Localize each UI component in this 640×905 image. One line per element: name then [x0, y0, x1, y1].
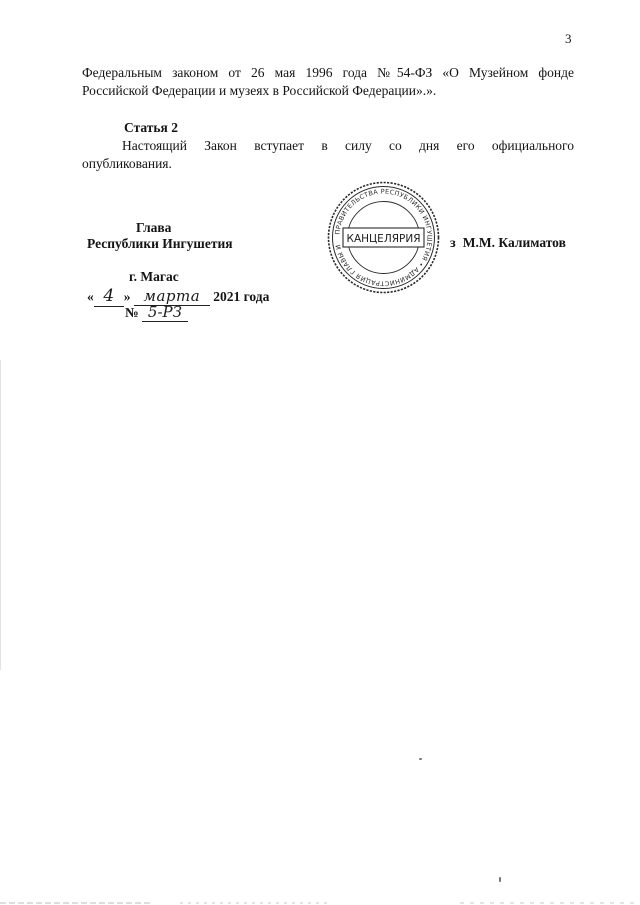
law-number-label: №	[125, 305, 139, 320]
signer	[450, 235, 566, 251]
law-number	[125, 303, 188, 322]
scan-speck	[499, 877, 501, 882]
signature-mark: ɜ	[450, 235, 456, 250]
page-number: 3	[565, 31, 572, 46]
date-day-handwritten: 4	[94, 286, 124, 307]
article-line-1: Настоящий Закон вступает в силу со дня его официального	[122, 138, 574, 153]
intro-line-1: Федеральным законом от 26 мая 1996 года №54-ФЗ «О Музейном фонде	[82, 65, 574, 80]
article-paragraph	[82, 137, 574, 173]
scan-speck	[419, 758, 422, 760]
signature-title-line-2: Республики Ингушетия	[87, 236, 233, 251]
intro-paragraph	[82, 64, 574, 100]
date-quote-open: «	[87, 289, 94, 304]
date-quote-close: »	[123, 289, 131, 304]
city: г. Магас	[129, 269, 179, 284]
article-heading: Статья 2	[124, 120, 178, 135]
seal-center-text: КАНЦЕЛЯРИЯ	[346, 233, 421, 245]
scan-bottom-edge	[0, 901, 640, 905]
official-seal	[326, 180, 441, 295]
scan-margin-line	[0, 360, 1, 670]
signer-name: М.М. Калиматов	[462, 235, 566, 250]
date-year: 2021 года	[213, 289, 270, 304]
date-month-handwritten: марта	[134, 287, 210, 306]
law-number-handwritten: 5-РЗ	[142, 303, 188, 322]
signature-title-line-1: Глава	[136, 220, 172, 235]
seal-ring-text: ПРАВИТЕЛЬСТВА РЕСПУБЛИКИ ИНГУШЕТИЯ • АДМИНИСТРАЦИЯ ГЛАВЫ И	[333, 187, 434, 288]
intro-line-2: Российской Федерации и музеях в Российской Федерации».».	[82, 83, 437, 98]
article-line-2: опубликования.	[82, 156, 172, 171]
